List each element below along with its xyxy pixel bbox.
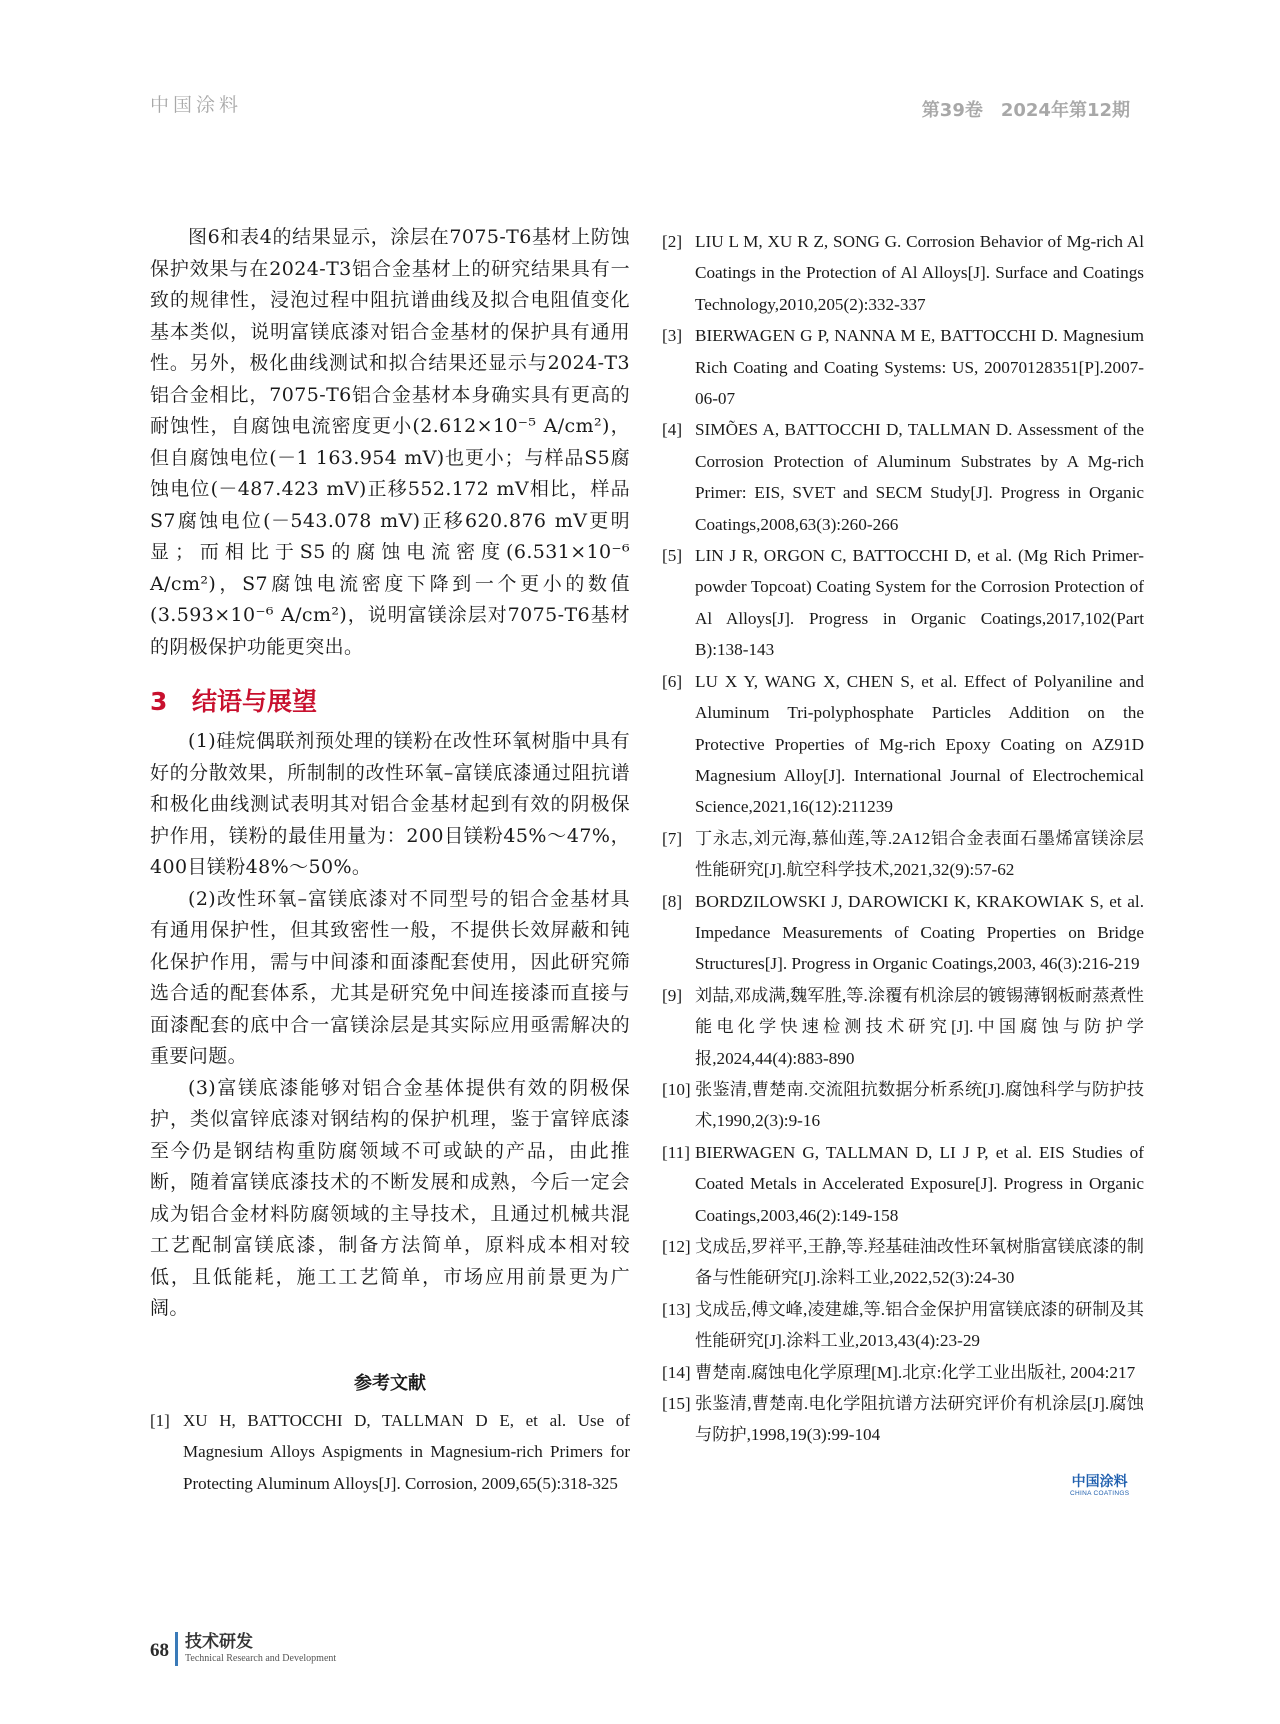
reference-item [662,980,1144,1074]
reference-number: [6] [662,671,683,691]
reference-number: [1] [150,1410,170,1430]
conclusion-paragraph-2: (2)改性环氧–富镁底漆对不同型号的铝合金基材具有通用保护性，但其致密性一般，不提供长效屏蔽和钝化保护作用，需与中间漆和面漆配套使用，因此研究筛选合适的配套体系，尤其是研究免中间连接漆而直接与面漆配套的底中合一富镁涂层是其实际应用亟需解决的重要问题。 [150,887,630,1067]
reference-item [662,1074,1144,1137]
left-column [150,222,630,1499]
reference-item [662,886,1144,980]
reference-item [662,1231,1144,1294]
conclusion-paragraph-3: (3)富镁底漆能够对铝合金基体提供有效的阴极保护，类似富锌底漆对钢结构的保护机理，鉴于富锌底漆至今仍是钢结构重防腐领域不可或缺的产品，由此推断，随着富镁底漆技术的不断发展和成熟，今后一定会成为铝合金材料防腐领域的主导技术，且通过机械共混工艺配制富镁底漆，制备方法简单，原料成本相对较低，且低能耗，施工工艺简单，市场应用前景更为广阔。 [150,1076,630,1319]
reference-item [662,540,1144,666]
reference-text: 戈成岳,傅文峰,凌建雄,等.铝合金保护用富镁底漆的研制及其性能研究[J].涂料工业,2013,43(4):23-29 [695,1299,1144,1351]
reference-text: BIERWAGEN G P, NANNA M E, BATTOCCHI D. Magnesium Rich Coating and Coating Systems: US, 20070128351[P].2007-06-07 [695,326,1144,409]
section-heading [150,684,630,720]
reference-text: LIN J R, ORGON C, BATTOCCHI D, et al. (Mg Rich Primer-powder Topcoat) Coating System for the Corrosion Protection of Al Alloys[J]. Progress in Organic Coatings,2017,102(Part B):138-143 [695,546,1144,660]
reference-number: [8] [662,891,683,911]
results-paragraph: 图6和表4的结果显示，涂层在7075-T6基材上防蚀保护效果与在2024-T3铝合金基材上的研究结果具有一致的规律性，浸泡过程中阻抗谱曲线及拟合电阻值变化基本类似，说明富镁底漆对铝合金基材的保护具有通用性。另外，极化曲线测试和拟合结果还显示与2024-T3铝合金相比，7075-T6铝合金基材本身确实具有更高的耐蚀性，自腐蚀电流密度更小(2.612×10⁻⁵ A/cm²)，但自腐蚀电位(－1 163.954 mV)也更小；与样品S5腐蚀电位(－487.423 mV)正移552.172 mV相比，样品S7腐蚀电位(－543.078 mV)正移620.876 mV更明显；而相比于S5的腐蚀电流密度(6.531×10⁻⁶ A/cm²)，S7腐蚀电流密度下降到一个更小的数值(3.593×10⁻⁶ A/cm²)，说明富镁涂层对7075-T6基材的阴极保护功能更突出。 [150,226,630,658]
reference-number: [14] [662,1362,691,1382]
reference-item [662,823,1144,886]
references-heading: 参考文献 [354,1372,426,1394]
reference-item [662,1294,1144,1357]
reference-item [662,320,1144,414]
reference-text: BIERWAGEN G, TALLMAN D, LI J P, et al. EIS Studies of Coated Metals in Accelerated Exposure[J]. Progress in Organic Coatings,2003,46(2):149-158 [695,1142,1144,1225]
reference-item [662,226,1144,320]
reference-number: [3] [662,326,683,346]
reference-number: [7] [662,828,683,848]
footer-section-title: 技术研发 [185,1632,253,1652]
reference-text: BORDZILOWSKI J, DAROWICKI K, KRAKOWIAK S, et al. Impedance Measurements of Coating Properties on Bridge Structures[J]. Progress in Organic Coatings,2003, 46(3):216-219 [695,891,1144,974]
conclusion-paragraph-1: (1)硅烷偶联剂预处理的镁粉在改性环氧树脂中具有好的分散效果，所制制的改性环氧–富镁底漆通过阻抗谱和极化曲线测试表明其对铝合金基材起到有效的阴极保护作用，镁粉的最佳用量为：200目镁粉45%～47%，400目镁粉48%～50%。 [150,730,630,878]
reference-text: 曹楚南.腐蚀电化学原理[M].北京:化学工业出版社, 2004:217 [695,1362,1136,1382]
reference-text: 丁永志,刘元海,慕仙莲,等.2A12铝合金表面石墨烯富镁涂层性能研究[J].航空科学技术,2021,32(9):57-62 [695,828,1144,880]
footer-section-subtitle: Technical Research and Development [185,1653,337,1664]
reference-text: 张鉴清,曹楚南.电化学阻抗谱方法研究评价有机涂层[J].腐蚀与防护,1998,19(3):99-104 [695,1394,1144,1445]
reference-item [150,1405,630,1500]
reference-number: [2] [662,232,683,251]
footer-divider [175,1632,178,1666]
reference-item [662,414,1144,540]
reference-text: SIMÕES A, BATTOCCHI D, TALLMAN D. Assessment of the Corrosion Protection of Aluminum Substrates by A Mg-rich Primer: EIS, SVET and SECM Study[J]. Progress in Organic Coatings,2008,63(3):260-266 [695,420,1144,534]
reference-text: 张鉴清,曹楚南.交流阻抗数据分析系统[J].腐蚀科学与防护技术,1990,2(3):9-16 [695,1079,1144,1131]
reference-number: [11] [662,1142,690,1162]
reference-item [662,1357,1144,1388]
section-number: 3 [150,687,168,716]
journal-name: 中国涂料 [150,94,243,116]
china-coatings-logo [1070,1474,1129,1498]
issue-info: 第39卷 2024年第12期 [921,100,1130,121]
footer-section [185,1632,336,1665]
reference-number: [13] [662,1299,691,1319]
reference-item [662,1137,1144,1231]
reference-number: [5] [662,546,683,566]
right-column [662,226,1144,1451]
reference-text: 刘喆,邓成满,魏军胜,等.涂覆有机涂层的镀锡薄钢板耐蒸煮性能电化学快速检测技术研究[J].中国腐蚀与防护学报,2024,44(4):883-890 [695,985,1144,1068]
reference-number: [4] [662,420,683,440]
logo-en-text: CHINA COATINGS [1070,1490,1130,1497]
reference-item [662,666,1144,823]
reference-number: [15] [662,1394,691,1414]
reference-text: XU H, BATTOCCHI D, TALLMAN D E, et al. Use of Magnesium Alloys Aspigments in Magnesium-rich Primers for Protecting Aluminum Alloys[J]. Corrosion, 2009,65(5):318-325 [183,1410,630,1493]
reference-number: [9] [662,985,683,1005]
reference-text: LIU L M, XU R Z, SONG G. Corrosion Behavior of Mg-rich Al Coatings in the Protection of Al Alloys[J]. Surface and Coatings Technology,2010,205(2):332-337 [695,232,1144,314]
reference-item [662,1388,1144,1451]
reference-text: LU X Y, WANG X, CHEN S, et al. Effect of Polyaniline and Aluminum Tri-polyphosphate Particles Addition on the Protective Properties of Mg-rich Epoxy Coating on AZ91D Magnesium Alloy[J]. International Journal of Electrochemical Science,2021,16(12):211239 [695,671,1144,817]
section-title: 结语与展望 [192,687,318,716]
reference-text: 戈成岳,罗祥平,王静,等.羟基硅油改性环氧树脂富镁底漆的制备与性能研究[J].涂料工业,2022,52(3):24-30 [695,1237,1144,1288]
page-footer [150,1632,336,1666]
logo-cn-text: 中国涂料 [1071,1474,1128,1490]
reference-number: [12] [662,1237,691,1256]
page-number: 68 [150,1640,169,1661]
reference-number: [10] [662,1079,691,1099]
